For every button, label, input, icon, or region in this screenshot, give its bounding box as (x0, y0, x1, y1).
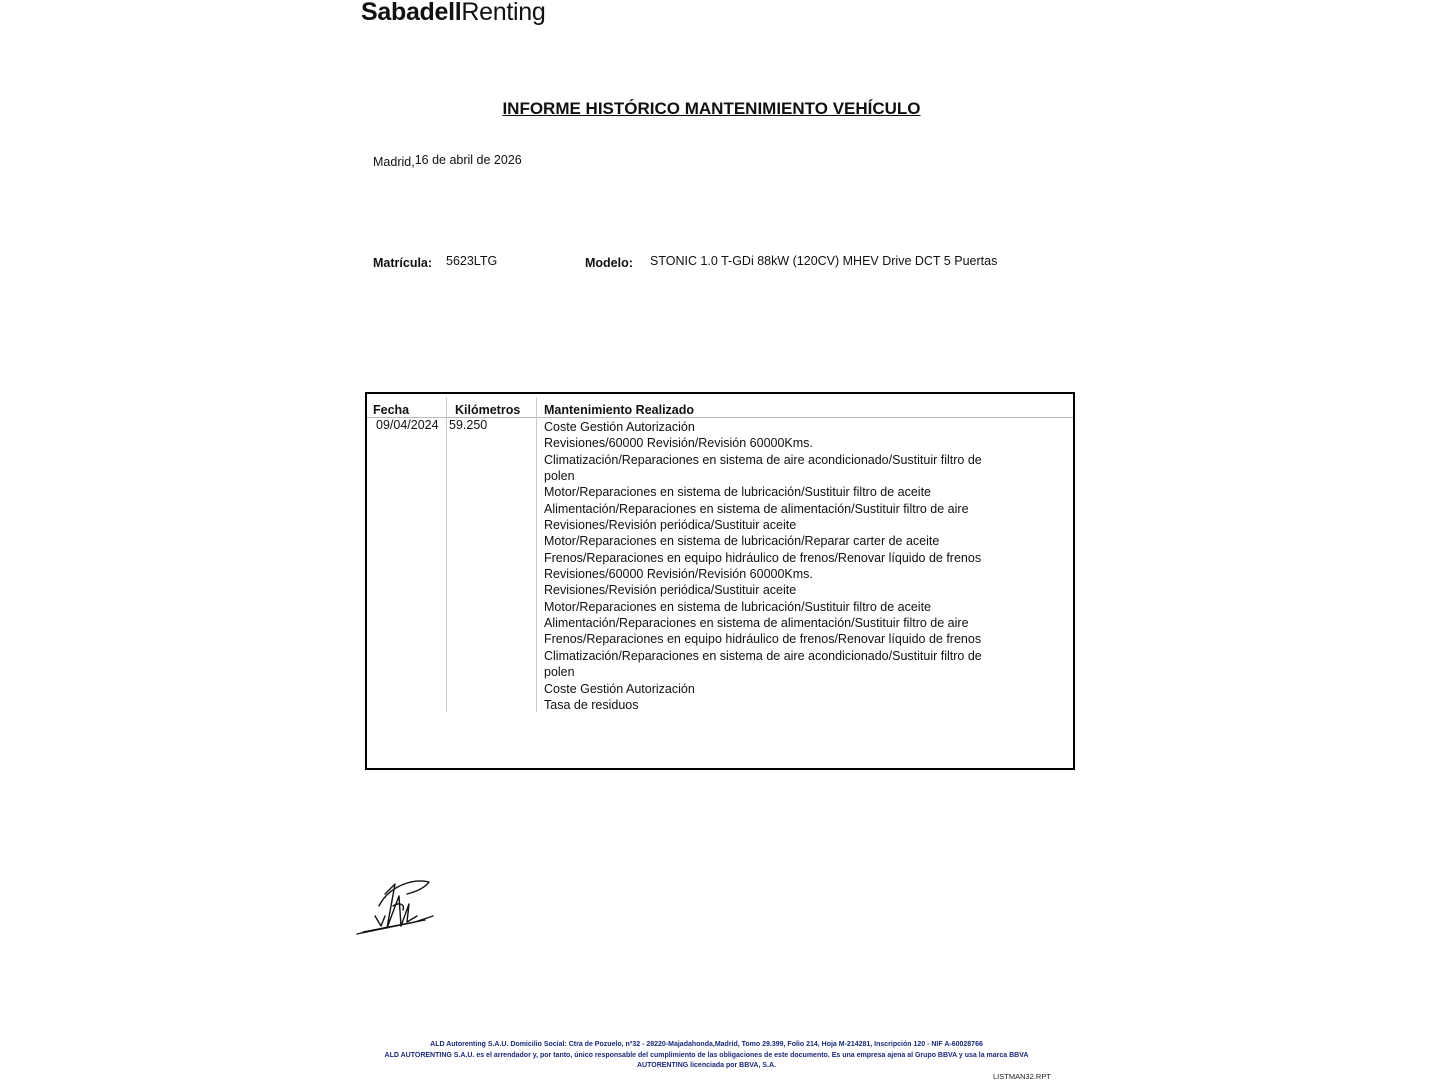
list-item: Revisiones/Revisión periódica/Sustituir aceite (544, 518, 797, 533)
company-logo (361, 0, 546, 27)
footer-line-1: ALD Autorenting S.A.U. Domicilio Social: Ctra de Pozuelo, nº32 - 28220-Majadahonda,Madrid, Tomo 29.399, Folio 214, Hoja M-214281, Inscripción 120 - NIF A-60028766 (430, 1041, 983, 1048)
header-maintenance: Mantenimiento Realizado (544, 403, 695, 417)
list-item: Motor/Reparaciones en sistema de lubricación/Sustituir filtro de aceite (544, 485, 931, 500)
list-item: Revisiones/60000 Revisión/Revisión 60000Kms. (544, 567, 813, 582)
header-date: Fecha (373, 403, 410, 417)
report-date-line (373, 155, 522, 169)
report-title: INFORME HISTÓRICO MANTENIMIENTO VEHÍCULO (502, 99, 921, 118)
header-km: Kilómetros (455, 403, 521, 417)
list-item: Coste Gestión Autorización (544, 420, 695, 434)
list-item: Frenos/Reparaciones en equipo hidráulico de frenos/Renovar líquido de frenos (544, 550, 982, 565)
column-divider-km (446, 397, 447, 712)
legal-footer (0, 1040, 1413, 1072)
row-km: 59.250 (449, 418, 488, 432)
list-item: Motor/Reparaciones en sistema de lubricación/Sustituir filtro de aceite (544, 599, 931, 614)
maintenance-table (365, 392, 1075, 770)
list-item: Alimentación/Reparaciones en sistema de alimentación/Sustituir filtro de aire (544, 616, 969, 631)
logo-bold-text: Sabadell (361, 0, 462, 26)
list-item: Frenos/Reparaciones en equipo hidráulico de frenos/Renovar líquido de frenos (544, 632, 982, 647)
plate-value: 5623LTG (446, 254, 498, 268)
report-date: 16 de abril de 2026 (414, 153, 522, 167)
report-code: LISTMAN32.RPT (993, 1072, 1051, 1081)
list-item: Alimentación/Reparaciones en sistema de alimentación/Sustituir filtro de aire (544, 501, 969, 516)
plate-label: Matrícula: (373, 256, 433, 270)
row-date: 09/04/2024 (376, 418, 439, 432)
report-place: Madrid, (373, 155, 415, 169)
list-item: polen (544, 665, 575, 680)
logo-regular-text: Renting (461, 0, 546, 26)
list-item: Tasa de residuos (544, 697, 639, 712)
footer-line-2: ALD AUTORENTING S.A.U. es el arrendador y, por tanto, único responsable del cumplimiento de las obligaciones de este documento. Es una empresa ajena al Grupo BBVA y usa la marca BBVA (384, 1051, 1029, 1059)
signature-drawing (355, 876, 437, 938)
model-value: STONIC 1.0 T-GDi 88kW (120CV) MHEV Drive DCT 5 Puertas (650, 254, 998, 268)
list-item: Motor/Reparaciones en sistema de lubricación/Reparar carter de aceite (544, 534, 940, 549)
list-item: Revisiones/60000 Revisión/Revisión 60000Kms. (544, 436, 813, 451)
model-label: Modelo: (585, 256, 633, 270)
list-item: polen (544, 469, 575, 484)
list-item: Climatización/Reparaciones en sistema de aire acondicionado/Sustituir filtro de (544, 648, 982, 663)
column-divider-maintenance (536, 397, 537, 712)
list-item: Coste Gestión Autorización (544, 681, 695, 696)
list-item: Revisiones/Revisión periódica/Sustituir aceite (544, 583, 797, 598)
signature (355, 876, 437, 943)
list-item: Climatización/Reparaciones en sistema de aire acondicionado/Sustituir filtro de (544, 452, 982, 467)
footer-line-3: AUTORENTING licenciada por BBVA, S.A. (637, 1062, 776, 1069)
maintenance-list (544, 419, 982, 713)
